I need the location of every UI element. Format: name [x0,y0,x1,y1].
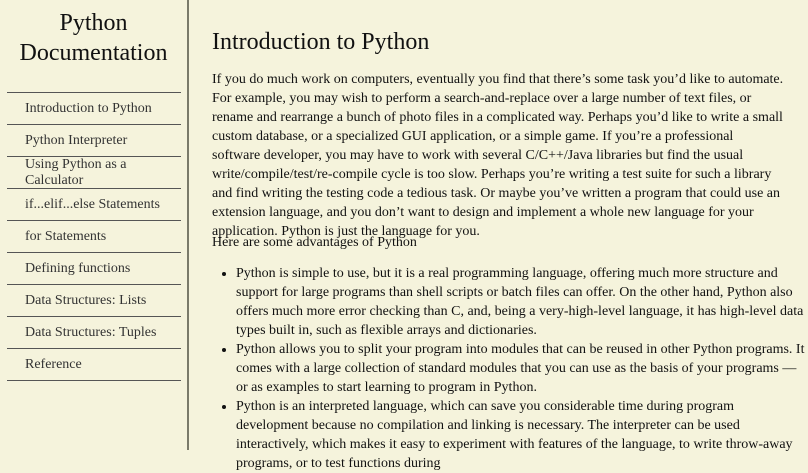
sidebar-item-reference[interactable]: Reference [7,349,181,381]
sidebar-item-calculator[interactable]: Using Python as a Calculator [7,157,181,189]
list-item: • Python is an interpreted language, which can save you considerable time during program development because no compilation and linking is necessary. The interpreter can be used interactively, which makes it easy to experiment with features of the language, to write throw-away programs, or to test functions during [236,397,808,473]
advantages-list [212,264,808,473]
list-item: • Python is simple to use, but it is a real programming language, offering much more structure and support for large programs than shell scripts or batch files can offer. On the other hand, Python also offers much more error checking than C, and, being a very-high-level language, it has high-level data types built in, such as flexible arrays and dictionaries. [236,264,808,340]
sidebar-nav [7,92,181,381]
site-title-line1: Python [59,10,128,36]
site-title[interactable] [0,0,187,68]
sidebar-item-defining-functions[interactable]: Defining functions [7,253,181,285]
list-item: • Python allows you to split your program into modules that can be reused in other Python programs. It comes with a large collection of standard modules that you can use as the basis of your programs — or as examples to start learning to program in Python. [236,340,808,397]
site-title-line2: Documentation [19,40,168,66]
intro-paragraph: If you do much work on computers, eventually you find that there’s some task you’d like to automate. For example, you may wish to perform a search-and-replace over a large number of text files, or rename and rearrange a bunch of photo files in a complicated way. Perhaps you’d like to write a small custom database, or a specialized GUI application, or a simple game. If you’re a professional software developer, you may have to work with several C/C++/Java libraries but find the usual write/compile/test/re-compile cycle is too slow. Perhaps you’re writing a test suite for such a library and find writing the testing code a tedious task. Or maybe you’ve written a program that could use an extension language, and you don’t want to design and implement a whole new language for your application. Python is just the language for you. [212,72,784,239]
sidebar-item-if-statements[interactable]: if...elif...else Statements [7,189,181,221]
sidebar-item-tuples[interactable]: Data Structures: Tuples [7,317,181,349]
sidebar-item-introduction[interactable]: Introduction to Python [7,93,181,125]
sidebar-item-interpreter[interactable]: Python Interpreter [7,125,181,157]
sidebar-item-for-statements[interactable]: for Statements [7,221,181,253]
sidebar [0,0,189,450]
page-title: Introduction to Python [212,29,430,55]
advantages-heading: Here are some advantages of Python [212,235,417,250]
main-content [212,0,805,471]
sidebar-item-lists[interactable]: Data Structures: Lists [7,285,181,317]
